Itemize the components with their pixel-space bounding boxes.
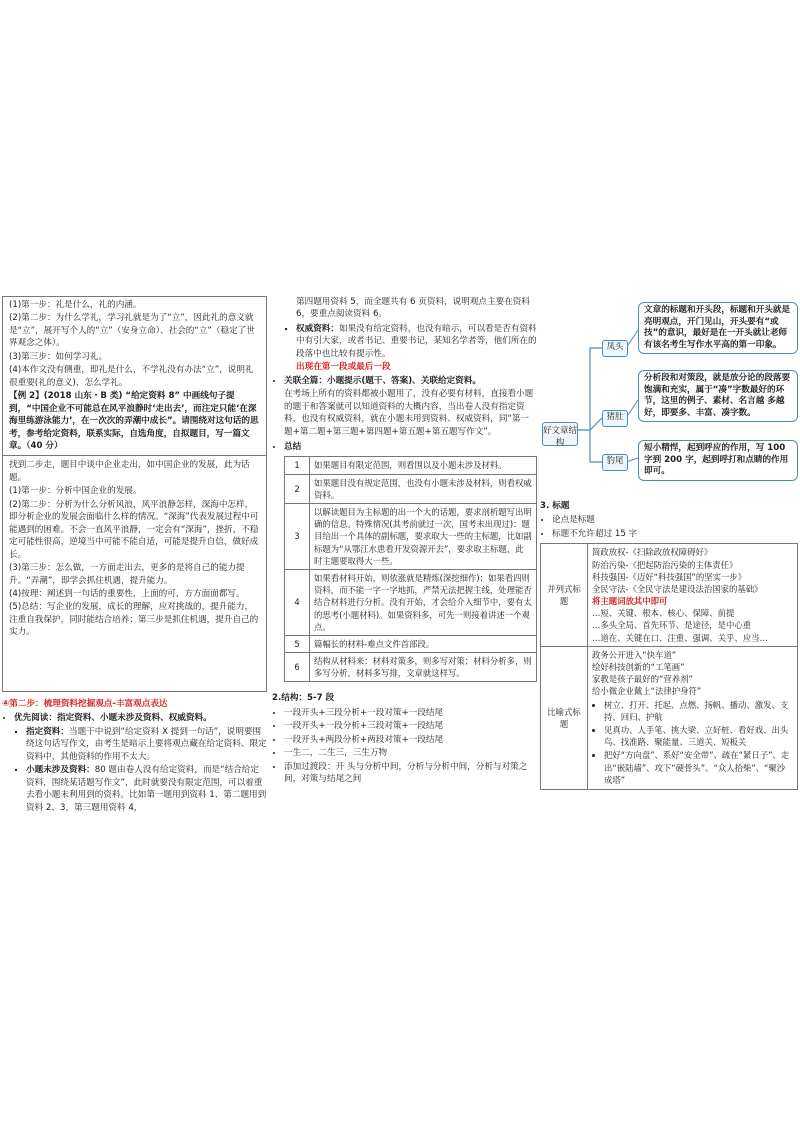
mind-bubble-belly: 分析段和对策段，就是放分论的段落要饱满和充实，属于“凑”字数最好的环节，这里的例子、素材、名言越 多越好，即要多、丰富、凑字数。 <box>638 370 798 422</box>
row-label: 比喻式标题 <box>541 646 588 789</box>
column-middle <box>272 296 537 787</box>
list-item: • 一段开头+一段分析+三段对策+一段结尾 <box>284 720 537 732</box>
table-row: 2 如果题目没有规定范围，也没有小题未涉及材料，则看权威资料。 <box>285 474 537 503</box>
row-content: 政务公开进入“快车道” 绘好科技创新的“工笔画” 家教是孩子最好的“营养剂” 给小微企业戴上“法律护身符” • 树立、打开、托起、点燃、扬帆、播动、激发、支持、回归、护航 • 见真功、人手笔、挑大梁、立好桩、看好戏、出头鸟、找准路、聚能量、三道关、短板关 • 把好“方向盘”、系好“安全带”、疏在“紧日子”、走出“嵌陆墙”、攻下“硬骨头”、“众人拾柴”、“聚沙成塔” <box>588 646 798 789</box>
summary-title: • 总结 <box>284 441 537 453</box>
square-list <box>272 323 537 360</box>
list-item: • 论点是标题 <box>552 514 798 526</box>
list-item: • 标题不允许超过 15 字 <box>552 528 798 540</box>
text-line: (2)第二步：为什么学礼，学习礼就是为了“立”，因此礼的意义就是“立”，展开写个人的“立”（安身立命）、社会的“立”（稳定了世界观念之体）。 <box>9 313 255 349</box>
text-line: (2)第二步：分析为什么分析风浪，风平浪静怎样，深海中怎样，即分析企业的发展会面临什么样的情况。“深海”代表发展过程中可能遇到的困难。不会一直风平浪静，一定会有“深海”，挫折，不稳定可能性很高，逆境当中可能不能自适，可能是提升自信，做好成长。 <box>9 499 259 560</box>
row-content: 简政放权-《扫除政放权障碍好》 防治污染-《把起防治污染的主体责任》 科技强国-《迈好“科技强国”的坚实一步》 全民守法-《全民守法是建设法治国家的基础》 将主题词放其中即可 …短、关键、根本、核心、保障、前提 …多头全局、首先环节、是途径，是中心重 …道在、关键在口、注重、强调、关乎、应当… <box>588 544 798 647</box>
text-line: (1)第一步：分析中国企业的发展。 <box>9 486 142 497</box>
table-row <box>541 544 798 647</box>
table-row: 3 以解读题目为主标题的出一个大的话题，要求剖析题写出明确的信息。特殊情况(其考前就过一次，国考未出现过)：题目给出一个具体的副标题，要求取大一些的主标题，比如副标题为“从鄂江水患看开发资源开去”，要求取主标题，此时主题要取得大一些。 <box>285 504 537 570</box>
title-bullets <box>540 514 798 540</box>
text-line: (4)按理：阐述到一句话的重要性，上面的可，方方面面都写。 <box>9 588 245 599</box>
structure-title: 2.结构：5-7 段 <box>272 693 335 704</box>
square-list <box>2 726 267 814</box>
bullet-list <box>272 441 537 453</box>
red-note: 出现在第一段或最后一段 <box>296 362 391 373</box>
summary-table <box>284 456 537 682</box>
mind-bubble-tail: 短小精悍，起到呼应的作用，写 100 字到 200 字，起到呼打和点睛的作用即可。 <box>638 440 798 481</box>
table-row: 6 结构从材料来：材料对策多，则多写对策；材料分析多，则多写分析，材料多写排，文章就这样写。 <box>285 653 537 682</box>
column-left <box>2 296 267 815</box>
mind-node-head: 凤头 <box>602 340 628 357</box>
table-row: 4 如果看材料开始，则依涨就是精炼(深挖细作)；如果看四则资料，而不能一字一字地抓，严禁无法把握主线，处理能否结合材料进行分析。没有开始，才会给介入细节中，要有太的思考(小题材料)。如果资料多，可先一则接着讲述一个观点。 <box>285 569 537 635</box>
mind-bubble-head: 文章的标题和开头段，标题和开头就是亮明观点，开门见山，开头要有“或技”的意识，最好是在一开头就让老师有该名考生写作水平高的第一印象。 <box>638 302 798 354</box>
list-item: • 一段开头+三段分析+一段对策+一段结尾 <box>284 707 537 719</box>
text-line: (3)第三步：怎么做，一方面走出去，更多的是将自己的能力提升。“弄潮”，即学会抓住机遇，提升能力。 <box>9 563 245 586</box>
bullet-key: • 关联全篇：小题提示(题干、答案)、关联给定资料。 <box>284 375 537 387</box>
text-line: (3)第三步：如何学习礼。 <box>9 351 108 362</box>
list-item: ▪ 指定资料：当题干中说到“给定资料 X 提到一句话”，说明要围绕这句话写作文，由考生是暗示上要将观点藏在给定资料、限定资料中，其他资料的作用不太大。 <box>26 726 267 763</box>
text-line: 在考场上所有的资料都被小题用了，没有必要有材料，直接看小题的题干和答案就可以知道资料的大概内容，当出卷人没有指定资料，也没有权威资料，就在小题未用到资料、权威资料，同“第一题+第二题+第三题+第四题+第五题+第五题写作文”。 <box>284 389 534 437</box>
row-label: 并列式标题 <box>541 544 588 647</box>
mind-node-tail: 豹尾 <box>602 454 628 471</box>
title-table <box>540 543 798 790</box>
list-item: • 添加过渡段：开 头与分析中间，分析与分析中间，分析与对策之间，对策与结尾之间 <box>284 761 537 786</box>
title-section: 3. 标题 <box>540 501 570 511</box>
bullet-list <box>2 712 267 724</box>
list-item: ▪ 小题未涉及资料：80 题由卷人没有给定资料，而是“结合给定资料，围绕某话题写作文”，此时就要没有限定范围，可以着重去看小题未利用到的资料。比如第一题用到资料 1、第二题用到资料 2、3，第三题用资料 4， <box>26 764 267 814</box>
text-line: 第四题用资料 5，而全题共有 6 页资料，说明观点主要在资料 6，要重点阅读资料 6。 <box>296 297 530 320</box>
table-row: 5 篇幅长的材料-难点文件首部段。 <box>285 635 537 652</box>
text-line: (1)第一步：礼是什么，礼的内涵。 <box>9 300 142 310</box>
column-right <box>540 494 798 790</box>
text-line: (5)总结：写企业的发展，成长的理解，应对挑战的，提升能力，注重自我保护，同时能结合培养；第三步是抓住机遇，提升自己的实力。 <box>9 602 259 638</box>
list-item: • 一生二，二生三，三生万物 <box>284 747 537 759</box>
table-row <box>541 646 798 789</box>
bullet-priority: • 优先阅读：指定资料、小题未涉及资料、权威资料。 <box>14 712 267 724</box>
table-row: 1 如果题目有限定范围，则看围以及小题未涉及材料。 <box>285 457 537 474</box>
structure-list <box>272 707 537 786</box>
divider <box>3 455 266 456</box>
mind-center: 好文章结构 <box>542 422 578 446</box>
bullet-list <box>272 375 537 387</box>
example-box <box>2 296 267 692</box>
mind-node-belly: 猪肚 <box>602 410 628 427</box>
mind-map <box>540 300 798 480</box>
step4-title: ④第二步：梳理资料挖掘观点-丰富观点表达 <box>2 699 168 709</box>
list-item: ▪ 权威资料：如果没有给定资料，也没有暗示，可以看是否有资料中有引大家，或者书记、重要书记，某知名学者等，他们所在的段落中也比较有提示性。 <box>296 323 537 360</box>
text-line: 找到二步走，题目中谈中企业走出，如中国企业的发展，此为话题。 <box>9 460 250 483</box>
text-line: (4)本作文没有侧重，即礼是什么，不学礼没有办法“立”，说明礼很重要(礼的意义)，怎么学礼。 <box>9 365 254 388</box>
example-2: 【例 2】(2018 山东・B 类) “给定资料 8” 中画线句子提到，“中国企业不可能总在风平浪静时‘走出去’，而注定只能‘在深海里练游泳能力’，在一次次的弄潮中成长”。请围绕对这句话的思考，参考给定资料，联系实际，自选角度，自拟题目，写一篇文章。（40 分） <box>9 391 259 451</box>
list-item: • 一段开头+两段分析+两段对策+一段结尾 <box>284 734 537 746</box>
